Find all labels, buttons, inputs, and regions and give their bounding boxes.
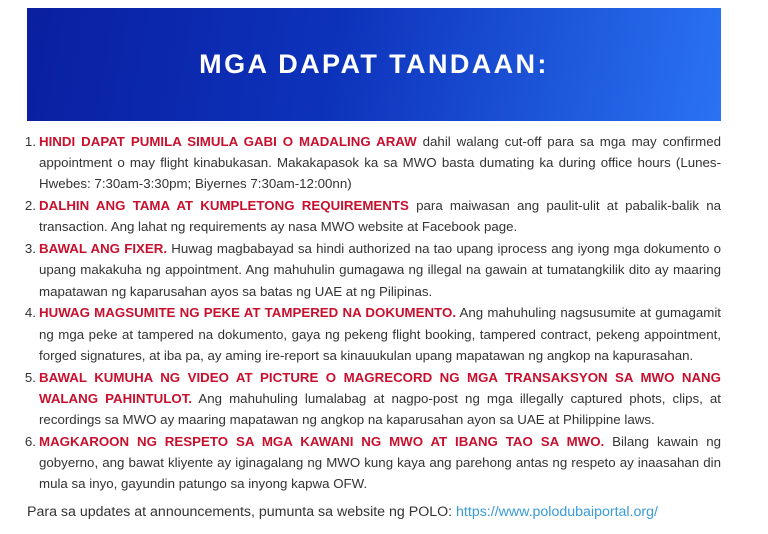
rule-highlight: BAWAL KUMUHA NG VIDEO AT PICTURE O MAGRECORD NG MGA TRANSAKSYON SA MWO NANG WALANG PAHINTULOT.	[39, 369, 721, 406]
footer-note	[27, 504, 727, 520]
rule-number: 4.	[24, 305, 36, 321]
rule-body: dahil walang cut-off para sa mga may confirmed appointment o may flight kinabukasan. Makakapasok ka sa MWO basta dumating ka during office hours (Lunes-Hwebes: 7:30am-3:30pm; Biyernes 7:30am-12:00nn)	[39, 134, 721, 192]
rule-highlight: MAGKAROON NG RESPETO SA MGA KAWANI NG MWO AT IBANG TAO SA MWO.	[39, 433, 605, 449]
rule-number: 3.	[24, 241, 36, 257]
rule-number: 6.	[24, 433, 36, 449]
rule-highlight: DALHIN ANG TAMA AT KUMPLETONG REQUIREMENTS	[39, 198, 409, 214]
rule-body: Huwag magbabayad sa hindi authorized na tao upang iprocess ang iyong mga dokumento o upang makakuha ng appointment. Ang mahuhulin gumagawa ng illegal na gawain at tumatangkilik dito ay maaring mapatawan ng kaparusahan ayos sa batas ng UAE at ng Pilipinas.	[39, 241, 721, 299]
rule-item-1	[24, 131, 721, 195]
rules-list	[24, 131, 722, 495]
rule-item-4	[24, 302, 722, 366]
rule-highlight: HUWAG MAGSUMITE NG PEKE AT TAMPERED NA DOKUMENTO.	[39, 305, 457, 321]
rule-item-2	[24, 195, 721, 237]
rule-item-5	[24, 367, 721, 431]
rule-number: 5.	[24, 369, 36, 385]
rule-body: Bilang kawain ng gobyerno, ang bawat kliyente ay iginagalang ng MWO kung kaya ang parehong antas ng respeto ay inaasahan din mula sa inyo, gayundin patungo sa inyong kapwa OFW.	[39, 433, 721, 492]
header-banner	[27, 8, 721, 121]
footer-text: Para sa updates at announcements, pumunta sa website ng POLO:	[27, 504, 457, 520]
rule-body: para maiwasan ang paulit-ulit at pabalik-balik na transaction. Ang lahat ng requirements ay nasa MWO website at Facebook page.	[39, 198, 721, 235]
rule-number: 1.	[24, 134, 36, 149]
rule-highlight: HINDI DAPAT PUMILA SIMULA GABI O MADALING ARAW	[39, 134, 417, 149]
rule-item-3	[24, 238, 721, 302]
rule-item-6	[24, 431, 721, 495]
rule-body: Ang mahuhuling nagsusumite at gumagamit ng mga peke at tampered na dokumento, gaya ng pekeng flight booking, tampered contract, pekeng appointment, forged signatures, at iba pa, ay aming ire-report sa kinauukulan upang mapatawan ng angkop na kapurasahan.	[39, 305, 722, 363]
website-link[interactable]: https://www.polodubaiportal.org/	[456, 504, 658, 520]
rule-number: 2.	[24, 198, 36, 214]
banner-title: MGA DAPAT TANDAAN:	[199, 49, 549, 79]
rule-body: Ang mahuhuling lumalabag at nagpo-post ng mga illegally captured phots, clips, at recordings sa MWO ay maaring mapatawan ng angkop na kaparusahan ayon sa UAE at Philippine laws.	[39, 390, 721, 428]
rule-highlight: BAWAL ANG FIXER.	[39, 241, 168, 257]
